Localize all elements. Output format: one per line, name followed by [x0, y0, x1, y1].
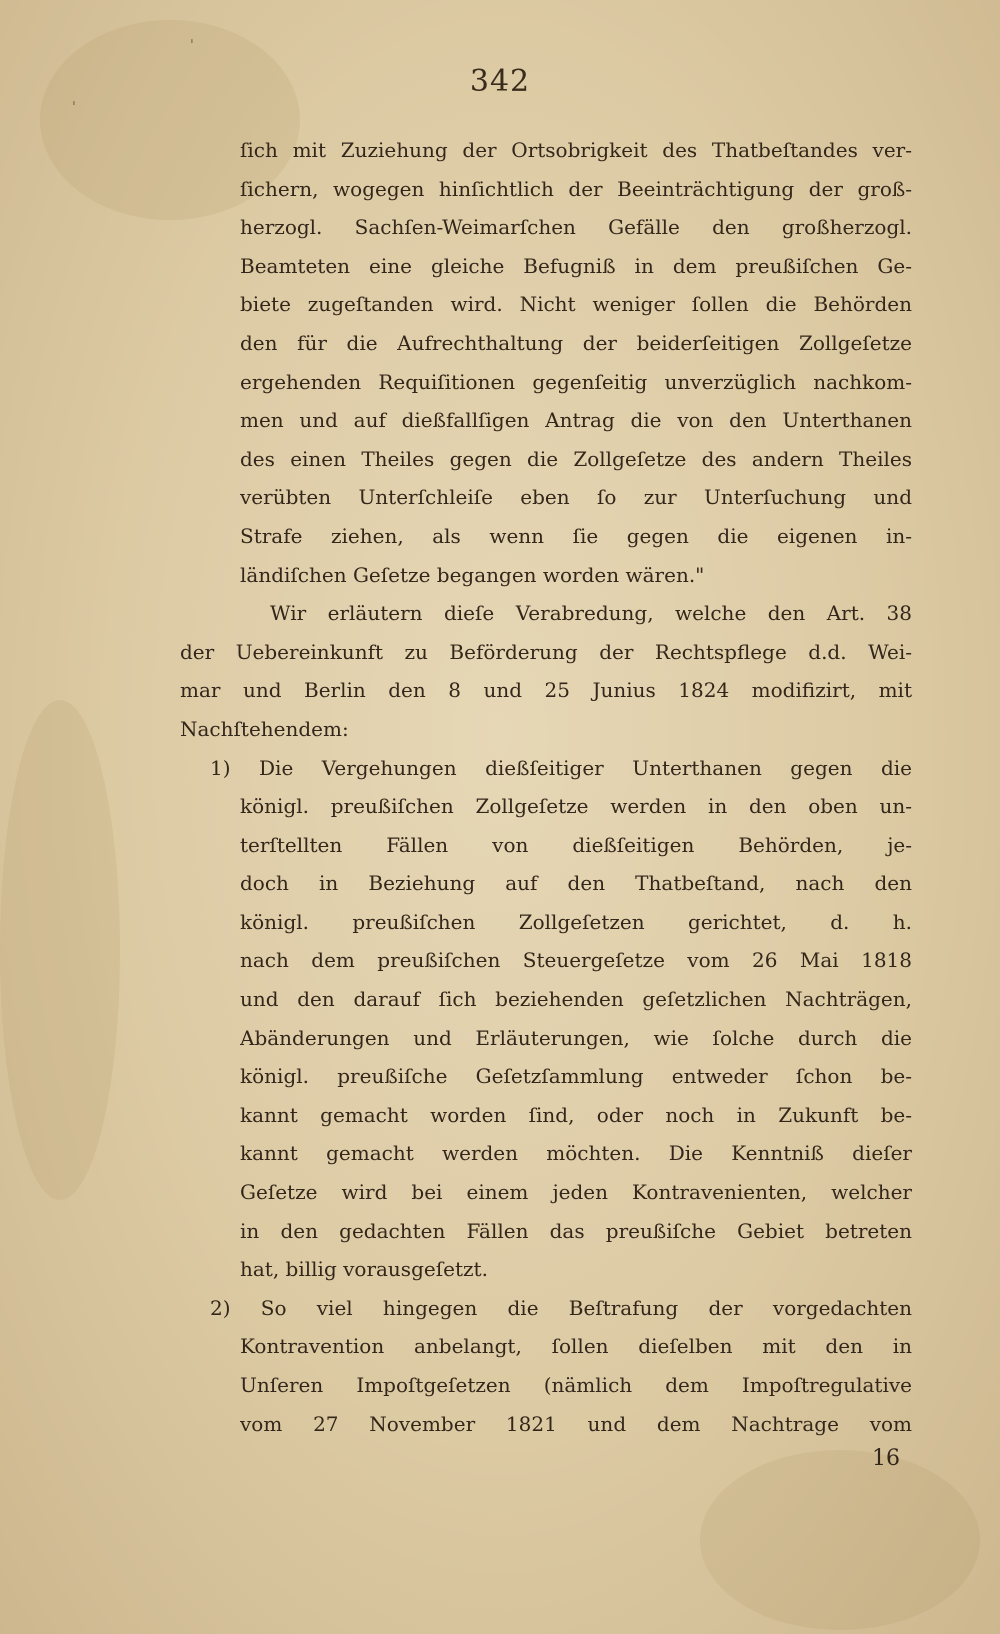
text-line: des einen Theiles gegen die Zollgeſetze des andern Theiles: [240, 446, 912, 471]
text-line: Abänderungen und Erläuterungen, wie ſolche durch die: [240, 1025, 912, 1050]
text-line: königl. preußiſchen Zollgeſetzen gerichtet, d. h.: [240, 909, 912, 934]
text-line: der Uebereinkunft zu Beförderung der Rechtspflege d.d. Wei-: [180, 639, 912, 664]
text-line: Geſetze wird bei einem jeden Kontravenienten, welcher: [240, 1180, 912, 1205]
text-line: men und auf dießfallſigen Antrag die von den Unterthanen: [240, 408, 912, 433]
text-line: ſich mit Zuziehung der Ortsobrigkeit des Thatbeſtandes ver-: [240, 138, 912, 162]
text-line: kannt gemacht werden möchten. Die Kenntniß dieſer: [240, 1141, 912, 1166]
text-line: doch in Beziehung auf den Thatbeſtand, nach den: [240, 871, 912, 896]
text-line: ſichern, wogegen hinſichtlich der Beeinträchtigung der groß-: [240, 176, 912, 201]
text-line: ergehenden Requiſitionen gegenſeitig unverzüglich nachkom-: [240, 369, 912, 394]
text-line: königl. preußiſche Geſetzſammlung entweder ſchon be-: [240, 1064, 912, 1089]
text-line: verübten Unterſchleiſe eben ſo zur Unterſuchung und: [240, 485, 912, 510]
margin-mark: ˈ: [72, 100, 76, 116]
catchword: 16: [872, 1446, 900, 1471]
text-line: 1) Die Vergehungen dießſeitiger Unterthanen gegen die: [210, 755, 912, 780]
text-line: und den darauf ſich beziehenden geſetzlichen Nachträgen,: [240, 987, 912, 1012]
text-line: terſtellten Fällen von dießſeitigen Behörden, je-: [240, 832, 912, 857]
text-line: Beamteten eine gleiche Befugniß in dem preußiſchen Ge-: [240, 253, 912, 278]
page-number: 342: [469, 64, 531, 99]
text-line: vom 27 November 1821 und dem Nachtrage vom: [240, 1411, 912, 1436]
text-line: königl. preußiſchen Zollgeſetze werden in den oben un-: [240, 794, 912, 819]
text-line: ländiſchen Geſetze begangen worden wären.": [240, 562, 705, 587]
text-line: kannt gemacht worden ſind, oder noch in Zukunft be-: [240, 1102, 912, 1127]
text-line: in den gedachten Fällen das preußiſche Gebiet betreten: [240, 1218, 912, 1243]
text-line: hat, billig vorausgeſetzt.: [240, 1257, 488, 1282]
text-line: Strafe ziehen, als wenn ſie gegen die eigenen in-: [240, 523, 912, 548]
text-line: Nachſtehendem:: [180, 716, 349, 741]
text-line: biete zugeſtanden wird. Nicht weniger ſollen die Behörden: [240, 292, 912, 317]
text-line: Kontravention anbelangt, ſollen dieſelben mit den in: [240, 1334, 912, 1359]
margin-mark: ˈ: [190, 38, 194, 54]
text-line: 2) So viel hingegen die Beſtrafung der vorgedachten: [210, 1295, 912, 1320]
text-line: den für die Aufrechthaltung der beiderſeitigen Zollgeſetze: [240, 330, 912, 355]
body-text: [180, 131, 912, 1443]
paper-stain: [700, 1450, 980, 1630]
paper-stain: [0, 700, 120, 1200]
text-line: Unſeren Impoſtgeſetzen (nämlich dem Impoſtregulative: [240, 1373, 912, 1397]
text-line: mar und Berlin den 8 und 25 Junius 1824 modifizirt, mit: [180, 678, 912, 703]
text-line: herzogl. Sachſen-Weimarſchen Gefälle den großherzogl.: [240, 215, 912, 240]
text-line: nach dem preußiſchen Steuergeſetze vom 26 Mai 1818: [240, 948, 912, 973]
text-line: Wir erläutern dieſe Verabredung, welche den Art. 38: [270, 601, 912, 626]
